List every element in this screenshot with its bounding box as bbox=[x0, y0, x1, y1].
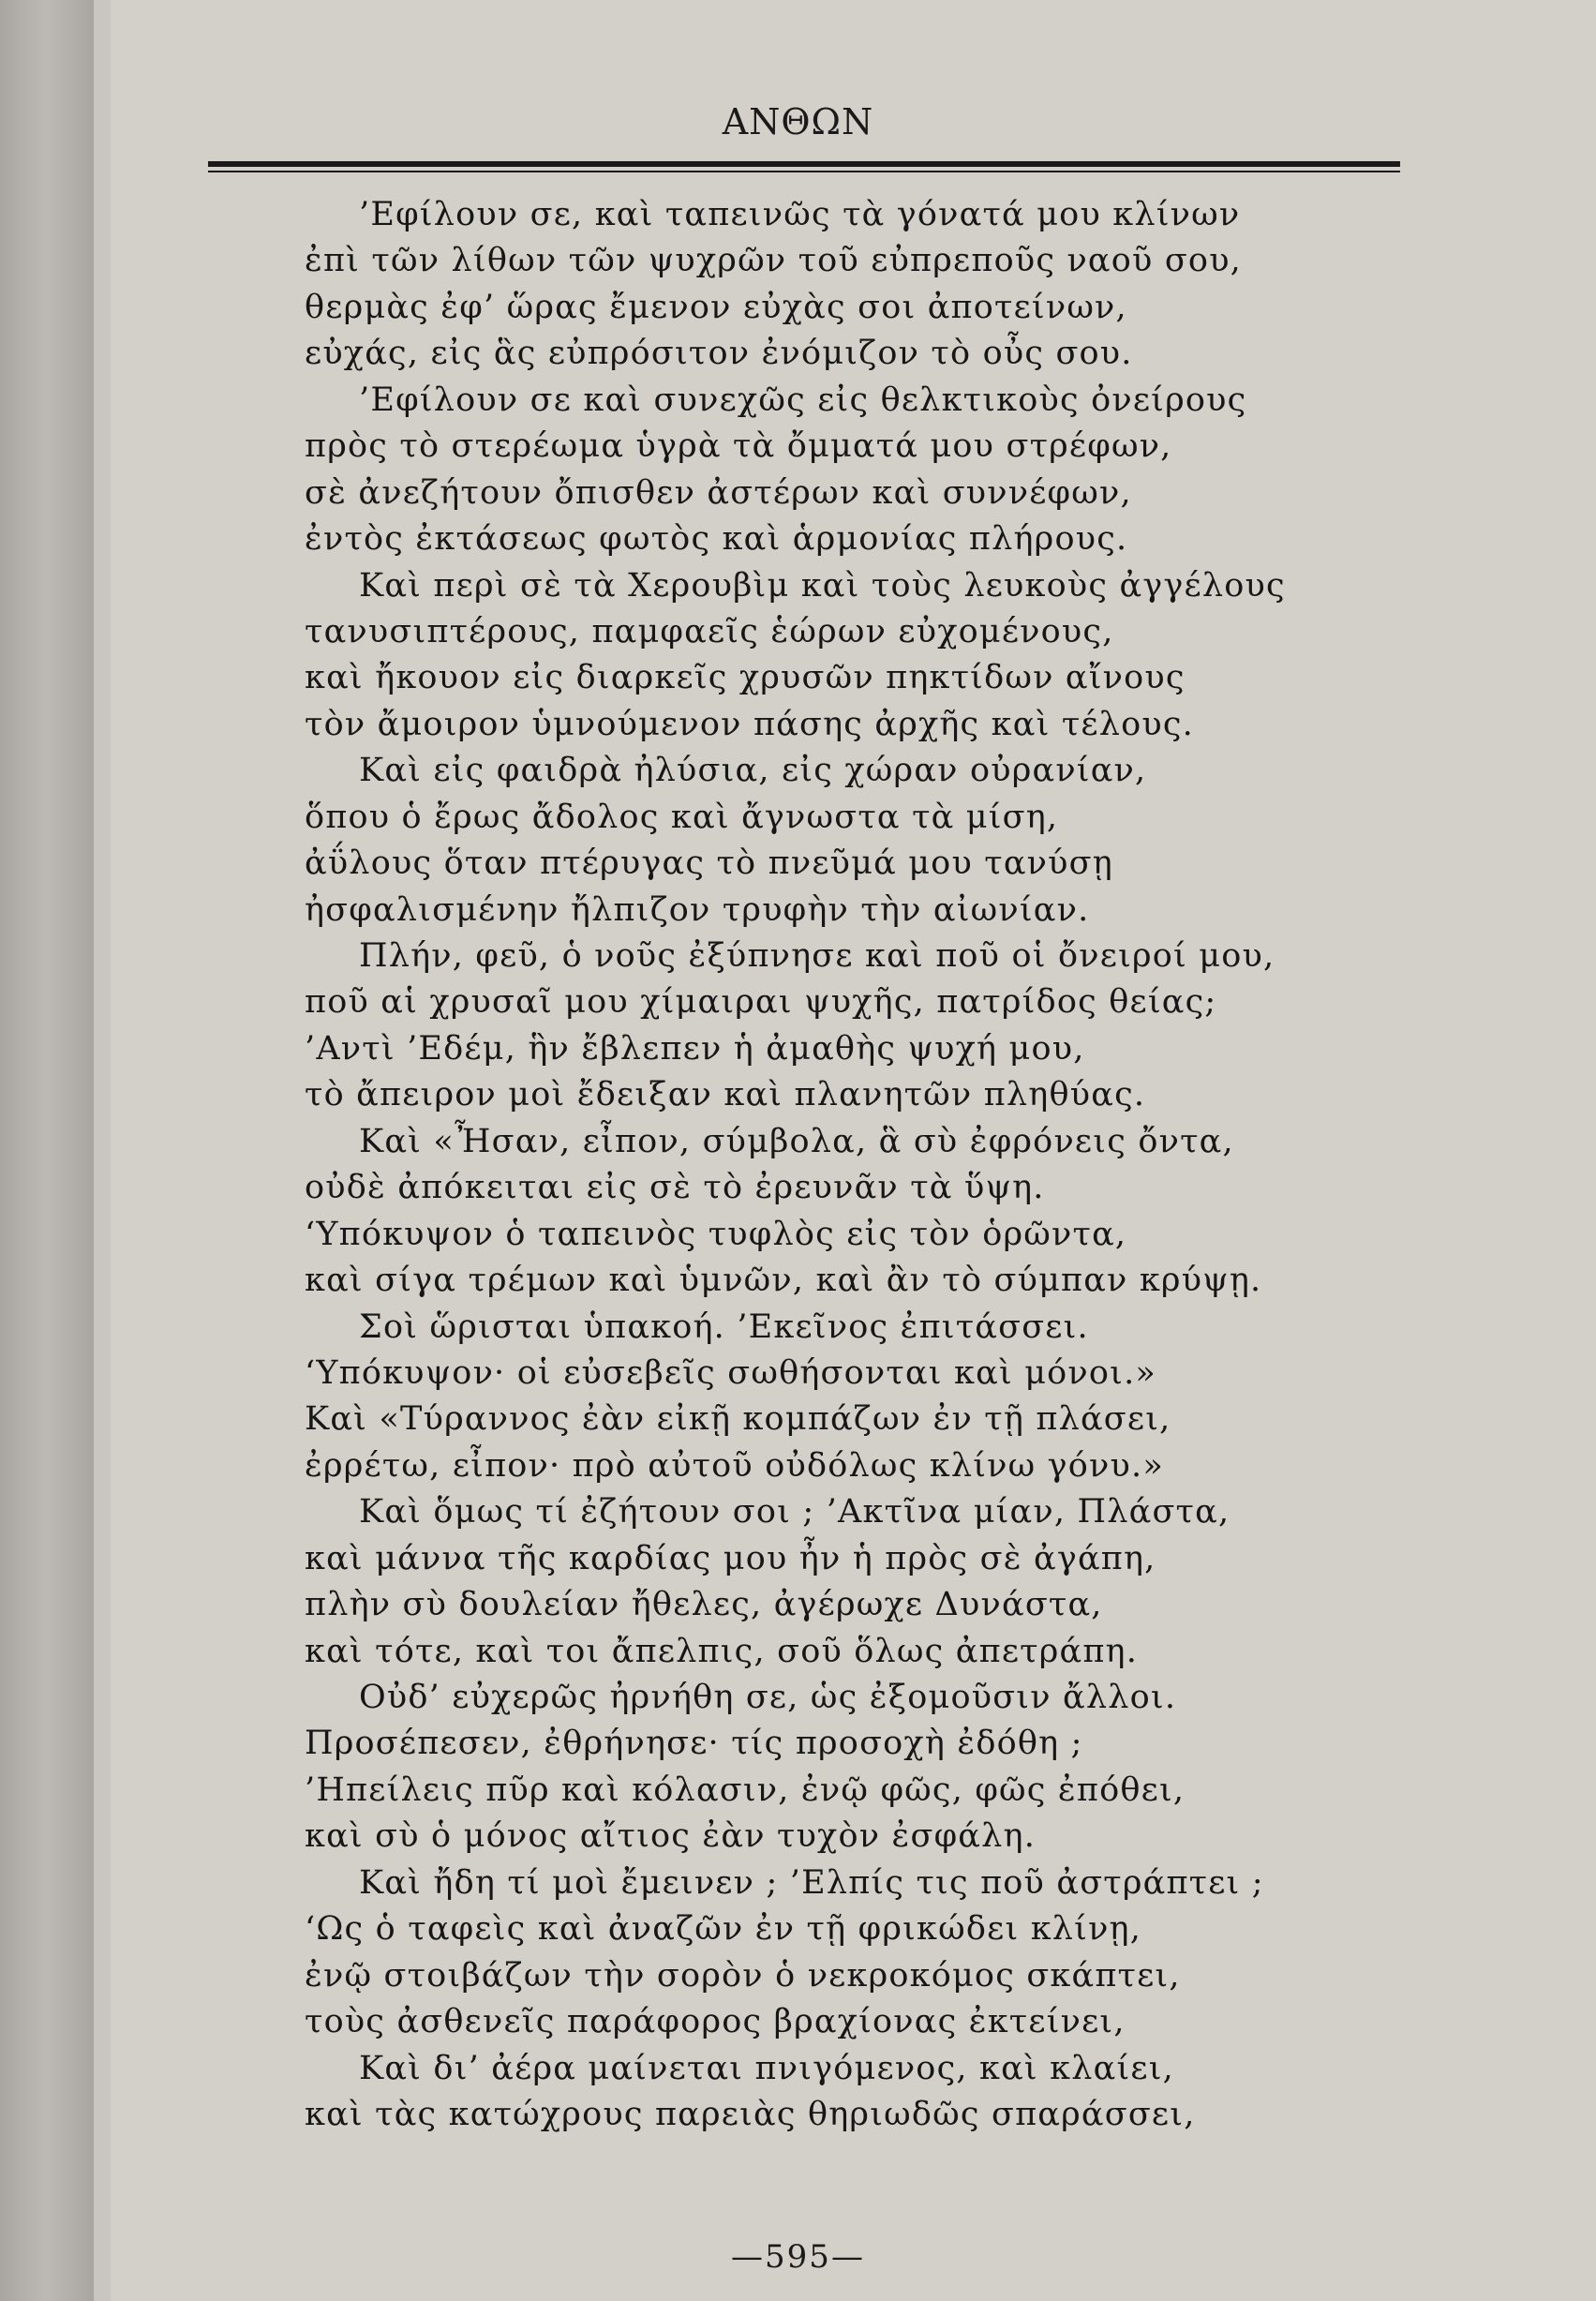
poem-line: καὶ ἤκουον εἰς διαρκεῖς χρυσῶν πηκτίδων αἴνους bbox=[305, 659, 1186, 697]
left-margin-strip bbox=[0, 0, 94, 2301]
poem-line: ’Εφίλουν σε καὶ συνεχῶς εἰς θελκτικοὺς ὀνείρους bbox=[359, 381, 1247, 419]
poem-line: Καὶ δι’ ἀέρα μαίνεται πνιγόμενος, καὶ κλαίει, bbox=[359, 2049, 1174, 2087]
poem-line: καὶ τὰς κατώχρους παρειὰς θηριωδῶς σπαράσσει, bbox=[305, 2095, 1196, 2133]
poem-line: καὶ τότε, καὶ τοι ἄπελπις, σοῦ ὅλως ἀπετράπη. bbox=[305, 1632, 1139, 1670]
poem-line: ’Εφίλουν σε, καὶ ταπεινῶς τὰ γόνατά μου κλίνων bbox=[359, 196, 1241, 233]
poem-line: Καὶ ἤδη τί μοὶ ἔμεινεν ; ’Ελπίς τις ποῦ ἀστράπτει ; bbox=[359, 1863, 1264, 1902]
poem-line: ποῦ αἱ χρυσαῖ μου χίμαιραι ψυχῆς, πατρίδος θείας; bbox=[305, 983, 1217, 1022]
poem-line: εὐχάς, εἰς ἃς εὐπρόσιτον ἐνόμιζον τὸ οὖς σου. bbox=[305, 335, 1133, 373]
poem-line: ἀΰλους ὅταν πτέρυγας τὸ πνεῦμά μου τανύσῃ bbox=[305, 844, 1113, 883]
poem-line: Καὶ ὅμως τί ἐζήτουν σοι ; ’Ακτῖνα μίαν, Πλάστα, bbox=[359, 1493, 1231, 1532]
poem-line: τὸν ἄμοιρον ὑμνούμενον πάσης ἀρχῆς καὶ τέλους. bbox=[305, 705, 1194, 743]
poem-line: καὶ σὺ ὁ μόνος αἴτιος ἐὰν τυχὸν ἐσφάλη. bbox=[305, 1817, 1037, 1856]
poem-line: Καὶ «Ἦσαν, εἶπον, σύμβολα, ἃ σὺ ἐφρόνεις ὄντα, bbox=[359, 1122, 1234, 1160]
poem-line: τὸ ἄπειρον μοὶ ἔδειξαν καὶ πλανητῶν πληθύας. bbox=[305, 1076, 1146, 1114]
poem-line: Οὐδ’ εὐχερῶς ἠρνήθη σε, ὡς ἐξομοῦσιν ἄλλοι. bbox=[359, 1679, 1177, 1716]
running-title: ΑΝΘΩΝ bbox=[722, 101, 874, 142]
poem-line: ’Αντὶ ’Εδέμ, ἣν ἔβλεπεν ἡ ἀμαθὴς ψυχή μου, bbox=[305, 1029, 1085, 1068]
poem-line: πρὸς τὸ στερέωμα ὑγρὰ τὰ ὄμματά μου στρέφων, bbox=[305, 427, 1172, 466]
poem-line: σὲ ἀνεζήτουν ὄπισθεν ἀστέρων καὶ συννέφων, bbox=[305, 473, 1132, 512]
poem-line: ‘Υπόκυψον· οἱ εὐσεβεῖς σωθήσονται καὶ μόνοι.» bbox=[305, 1353, 1157, 1392]
poem-line: Καὶ εἰς φαιδρὰ ἠλύσια, εἰς χώραν οὐρανίαν, bbox=[359, 752, 1147, 790]
poem-line: Σοὶ ὥρισται ὑπακοή. ’Εκεῖνος ἐπιτάσσει. bbox=[359, 1307, 1089, 1346]
poem-line: τανυσιπτέρους, παμφαεῖς ἑώρων εὐχομένους, bbox=[305, 612, 1114, 650]
poem-line: οὐδὲ ἀπόκειται εἰς σὲ τὸ ἐρευνᾶν τὰ ὕψη. bbox=[305, 1169, 1045, 1207]
poem-line: ὅπου ὁ ἔρως ἄδολος καὶ ἄγνωστα τὰ μίση, bbox=[305, 798, 1059, 836]
poem-line: ἐντὸς ἐκτάσεως φωτὸς καὶ ἁρμονίας πλήρους. bbox=[305, 520, 1128, 559]
page-number: —595— bbox=[731, 2238, 865, 2276]
poem-line: ‘Υπόκυψον ὁ ταπεινὸς τυφλὸς εἰς τὸν ὁρῶντα, bbox=[305, 1215, 1127, 1253]
poem-line: καὶ σίγα τρέμων καὶ ὑμνῶν, καὶ ἂν τὸ σύμπαν κρύψῃ. bbox=[305, 1262, 1262, 1300]
poem-line: Καὶ «Τύραννος ἐὰν εἰκῇ κομπάζων ἐν τῇ πλάσει, bbox=[305, 1400, 1171, 1439]
poem-line: πλὴν σὺ δουλείαν ἤθελες, ἀγέρωχε Δυνάστα, bbox=[305, 1586, 1103, 1624]
poem-line: Πλήν, φεῦ, ὁ νοῦς ἐξύπνησε καὶ ποῦ οἱ ὄνειροί μου, bbox=[359, 937, 1275, 975]
poem-line: ‘Ως ὁ ταφεὶς καὶ ἀναζῶν ἐν τῇ φρικώδει κλίνῃ, bbox=[305, 1910, 1142, 1949]
poem-line: ἐρρέτω, εἶπον· πρὸ αὐτοῦ οὐδόλως κλίνω γόνυ.» bbox=[305, 1446, 1164, 1485]
poem-line: τοὺς ἀσθενεῖς παράφορος βραχίονας ἐκτείνει, bbox=[305, 2003, 1126, 2041]
poem-line: Προσέπεσεν, ἐθρήνησε· τίς προσοχὴ ἐδόθη ; bbox=[305, 1725, 1083, 1763]
poem-line: ’Ηπείλεις πῦρ καὶ κόλασιν, ἐνῷ φῶς, φῶς ἐπόθει, bbox=[305, 1771, 1186, 1809]
poem-line: ἠσφαλισμένην ἤλπιζον τρυφὴν τὴν αἰωνίαν. bbox=[305, 890, 1090, 929]
poem-line: θερμὰς ἐφ’ ὥρας ἔμενον εὐχὰς σοι ἀποτείνων, bbox=[305, 288, 1127, 326]
poem-line: ἐνῷ στοιβάζων τὴν σορὸν ὁ νεκροκόμος σκάπτει, bbox=[305, 1956, 1181, 1995]
poem-line: καὶ μάννα τῆς καρδίας μου ἦν ἡ πρὸς σὲ ἀγάπη, bbox=[305, 1539, 1156, 1577]
poem-line: ἐπὶ τῶν λίθων τῶν ψυχρῶν τοῦ εὐπρεποῦς ναοῦ σου, bbox=[305, 242, 1243, 280]
poem-line: Καὶ περὶ σὲ τὰ Χερουβὶμ καὶ τοὺς λευκοὺς ἀγγέλους bbox=[359, 566, 1286, 605]
poem-body bbox=[305, 192, 1364, 2138]
header-rule-thin bbox=[208, 171, 1400, 172]
header-rule-thick bbox=[208, 161, 1400, 167]
